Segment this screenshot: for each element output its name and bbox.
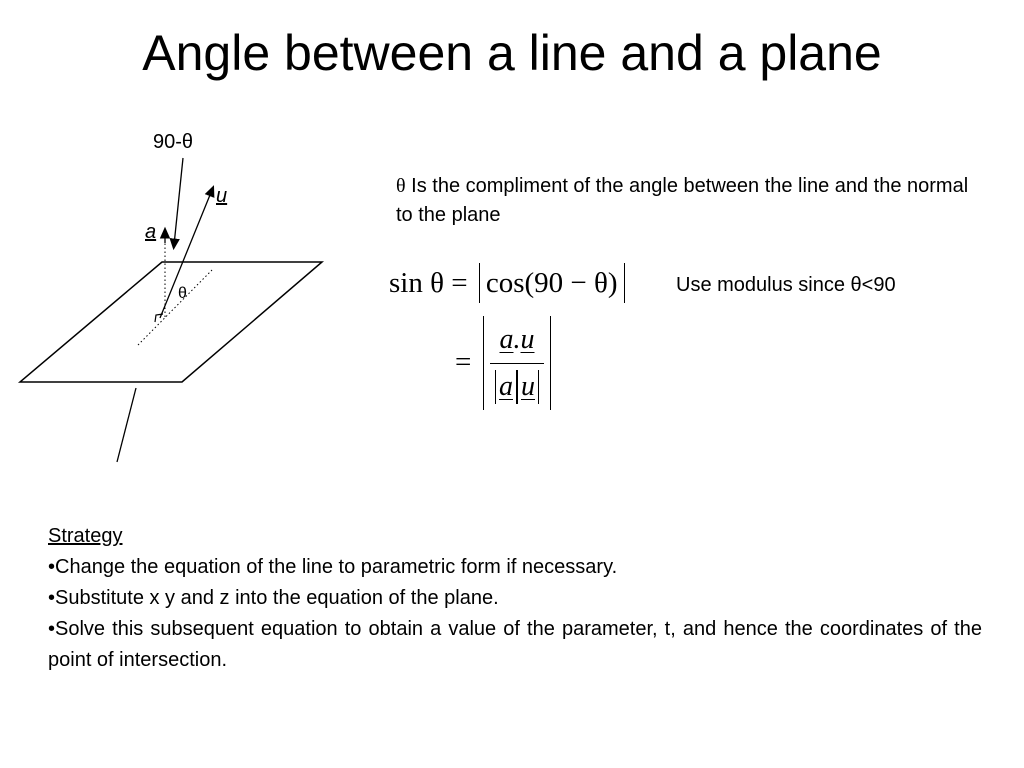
complement-arrow xyxy=(174,158,183,245)
equation-sine xyxy=(389,262,625,304)
label-theta: θ xyxy=(178,285,187,302)
line-below-plane xyxy=(117,388,136,462)
fraction-bar xyxy=(490,363,544,364)
theta-symbol: θ xyxy=(396,175,406,197)
slide-title: Angle between a line and a plane xyxy=(142,25,882,81)
dot-operator: . xyxy=(513,324,521,355)
strategy-item: •Change the equation of the line to parametric form if necessary. xyxy=(48,556,618,578)
absolute-value-box xyxy=(479,263,625,303)
label-complement: 90-θ xyxy=(153,131,194,153)
strategy-heading: Strategy xyxy=(48,525,123,547)
theta-note-text: Is the compliment of the angle between the line and the normal to the plane xyxy=(396,175,969,226)
vector-a-denominator: a xyxy=(499,371,513,402)
strategy-item: •Substitute x y and z into the equation of the plane. xyxy=(48,587,499,609)
strategy-item: •Solve this subsequent equation to obtain a value of the parameter, t, and hence the coordinates of the point of intersection. xyxy=(48,618,982,671)
modulus-note: Use modulus since θ<90 xyxy=(676,274,896,296)
fraction-absolute-box xyxy=(483,316,551,410)
vector-a: a xyxy=(499,324,514,355)
equation-rhs: cos(90 − θ) xyxy=(485,267,618,299)
plane xyxy=(20,262,322,382)
theta-note xyxy=(396,172,976,230)
vector-u: u xyxy=(520,324,535,355)
magnitude-u xyxy=(517,370,539,404)
vector-u-denominator: u xyxy=(521,371,535,402)
label-a: a xyxy=(145,221,157,243)
equation-lhs: sin θ = xyxy=(389,267,475,299)
strategy-section xyxy=(48,521,982,676)
line-plane-diagram xyxy=(0,110,360,480)
equation-fraction xyxy=(455,316,565,412)
fraction-denominator xyxy=(484,369,550,405)
equation2-equals: = xyxy=(455,346,472,378)
fraction-numerator xyxy=(484,324,550,356)
magnitude-a xyxy=(495,370,517,404)
label-u: u xyxy=(216,185,228,207)
